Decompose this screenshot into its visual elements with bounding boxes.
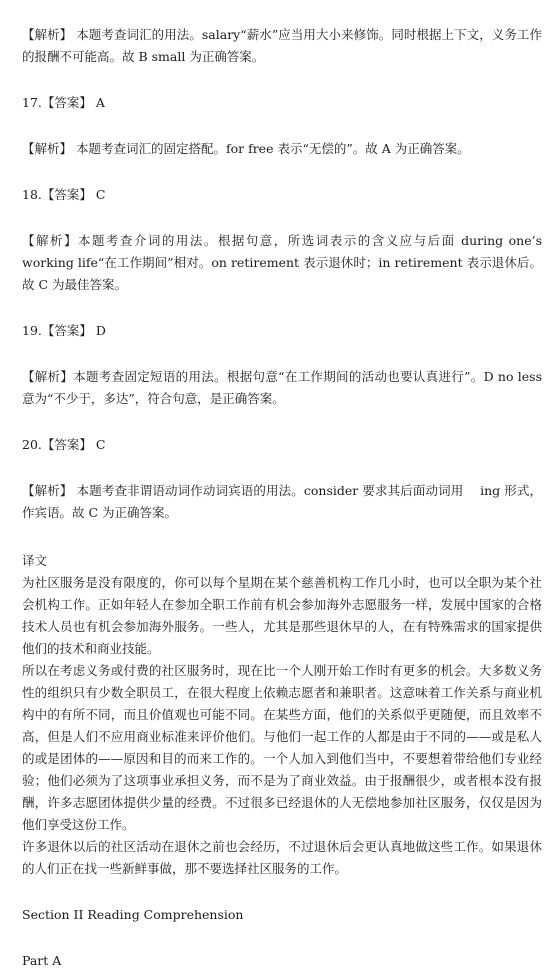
analysis-20: 【解析】 本题考查非谓语动词作动词宾语的用法。consider 要求其后面动词用 ing 形式，作宾语。故 C 为正确答案。 <box>22 483 542 520</box>
answer-20: 20.【答案】 C <box>22 437 106 452</box>
document-page <box>22 24 542 972</box>
translation-paragraph-1: 为社区服务是没有限度的，你可以每个星期在某个慈善机构工作几小时，也可以全职为某个社会机构工作。正如年轻人在参加全职工作前有机会参加海外志愿服务一样，发展中国家的合格技术人员也有机会参加海外服务。一些人，尤其是那些退休早的人，在有特殊需求的国家提供他们的技术和商业技能。 <box>22 575 542 656</box>
translation-heading: 译文 <box>22 553 48 568</box>
answer-19: 19.【答案】 D <box>22 323 106 338</box>
analysis-17: 【解析】 本题考查词汇的固定搭配。for free 表示“无偿的”。故 A 为正确答案。 <box>22 141 470 156</box>
analysis-19: 【解析】本题考查固定短语的用法。根据句意“在工作期间的活动也要认真进行”。D no less 意为“不少于，多达”，符合句意，是正确答案。 <box>22 369 542 406</box>
answer-18: 18.【答案】 C <box>22 187 106 202</box>
analysis-16: 【解析】 本题考查词汇的用法。salary“薪水”应当用大小来修饰。同时根据上下文，义务工作的报酬不可能高。故 B small 为正确答案。 <box>22 27 542 64</box>
section-title: Section II Reading Comprehension <box>22 907 244 922</box>
answer-17: 17.【答案】 A <box>22 95 105 110</box>
part-title: Part A <box>22 953 62 968</box>
analysis-18: 【解析】本题考查介词的用法。根据句意，所选词表示的含义应与后面 during one’s working life“在工作期间”相对。on retirement 表示退休时；in retirement 表示退休后。故 C 为最佳答案。 <box>22 233 542 292</box>
translation-paragraph-2: 所以在考虑义务或付费的社区服务时，现在比一个人刚开始工作时有更多的机会。大多数义务性的组织只有少数全职员工，在很大程度上依赖志愿者和兼职者。这意味着工作关系与商业机构中的有所不同，而且价值观也可能不同。在某些方面，他们的关系似乎更随便，而且效率不高，但是人们不应用商业标准来评价他们。与他们一起工作的人都是由于不同的——或是私人的或是团体的——原因和目的而来工作的。一个人加入到他们当中，不要想着带给他们专业经验；他们必须为了这项事业承担义务，而不是为了商业效益。由于报酬很少，或者根本没有报酬，许多志愿团体提供少量的经费。不过很多已经退休的人无偿地参加社区服务，仅仅是因为他们享受这份工作。 <box>22 663 542 832</box>
translation-paragraph-3: 许多退休以后的社区活动在退休之前也会经历，不过退休后会更认真地做这些工作。如果退休的人们正在找一些新鲜事做，那不要选择社区服务的工作。 <box>22 839 542 876</box>
